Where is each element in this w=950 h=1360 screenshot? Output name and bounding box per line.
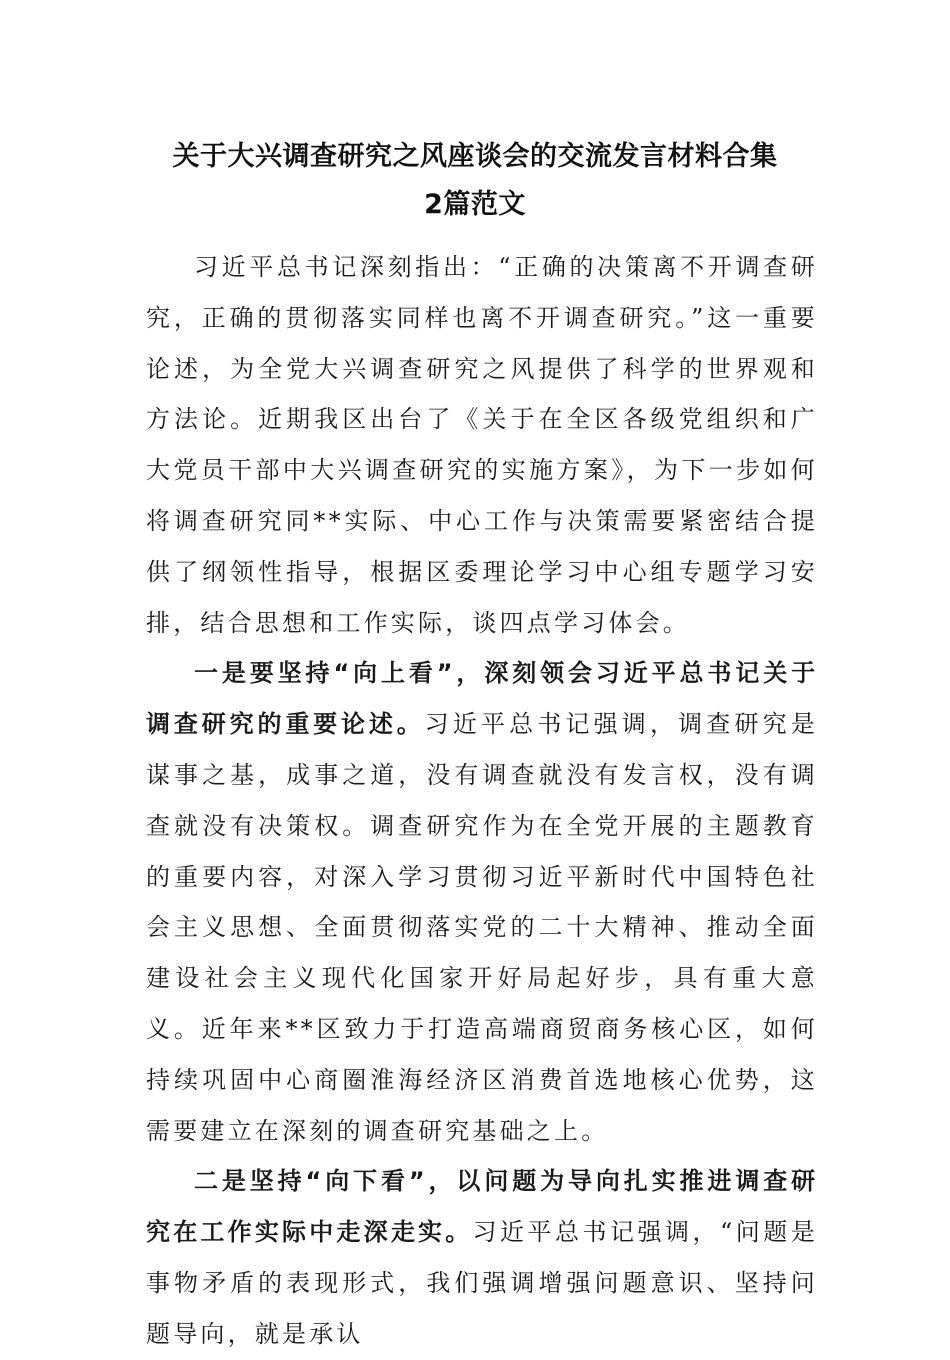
paragraph-text: 习近平总书记深刻指出：“正确的决策离不开调查研究，正确的贯彻落实同样也离不开调查研究。”这一重要论述，为全党大兴调查研究之风提供了科学的世界观和方法论。近期我区出台了《关于在全区各级党组织和广大党员干部中大兴调查研究的实施方案》，为下一步如何将调查研究同**实际、中心工作与决策需要紧密结合提供了纲领性指导，根据区委理论学习中心组专题学习安排，结合思想和工作实际，谈四点学习体会。 xyxy=(146,253,818,637)
document-body xyxy=(146,242,818,1360)
paragraph-text: 习近平总书记强调，“问题是事物矛盾的表现形式，我们强调增强问题意识、坚持问题导向，就是承认 xyxy=(146,1218,818,1348)
paragraph-point-one xyxy=(146,648,818,1156)
paragraph-heading: 一是要坚持“向上看”，深刻领会习近平总书记关于调查研究的重要论述。 xyxy=(146,659,818,739)
paragraph-heading: 二是坚持“向下看”，以问题为导向扎实推进调查研究在工作实际中走深走实。 xyxy=(146,1167,818,1247)
paragraph-point-two xyxy=(146,1156,818,1359)
paragraph-intro xyxy=(146,242,818,648)
document-title-line-1: 关于大兴调查研究之风座谈会的交流发言材料合集 xyxy=(172,141,778,172)
document-title-line-2: 2篇范文 xyxy=(424,189,526,220)
paragraph-text: 习近平总书记强调，调查研究是谋事之基，成事之道，没有调查就没有发言权，没有调查就没有决策权。调查研究作为在全党开展的主题教育的重要内容，对深入学习贯彻习近平新时代中国特色社会主义思想、全面贯彻落实党的二十大精神、推动全面建设社会主义现代化国家开好局起好步，具有重大意义。近年来**区致力于打造高端商贸商务核心区，如何持续巩固中心商圈淮海经济区消费首选地核心优势，这需要建立在深刻的调查研究基础之上。 xyxy=(146,710,818,1145)
